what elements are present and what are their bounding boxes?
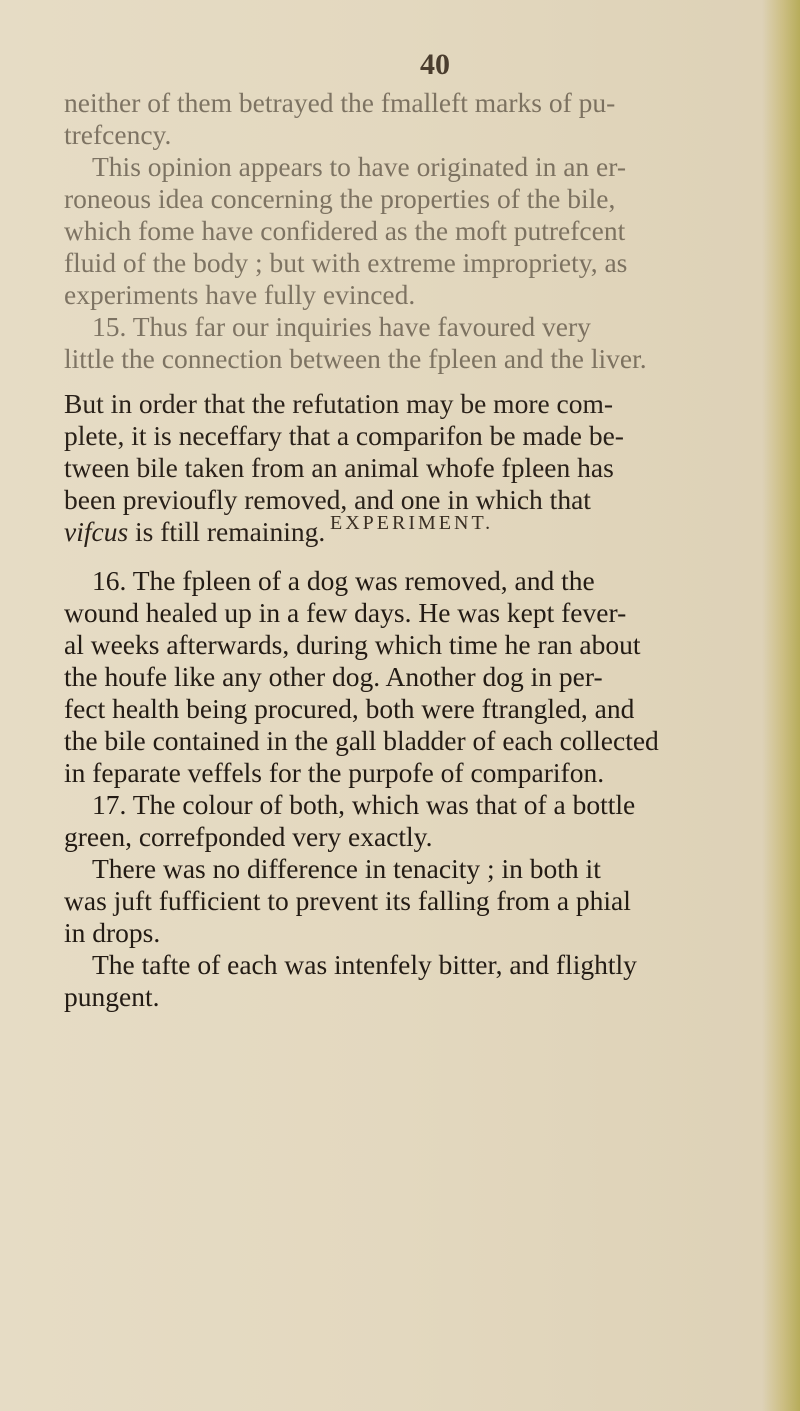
faded-paragraph — [64, 87, 740, 375]
text-line: tween bile taken from an animal whofe fpleen has — [64, 452, 614, 483]
text-line: fluid of the body ; but with extreme impropriety, as — [64, 247, 628, 278]
text-line: in drops. — [64, 917, 161, 948]
text-line: pungent. — [64, 981, 160, 1012]
text-line: 17. The colour of both, which was that of a bottle — [92, 789, 636, 820]
italic-word: vifcus — [64, 516, 129, 547]
text-line: neither of them betrayed the fmalleft marks of pu- — [64, 87, 616, 118]
text-line: trefcency. — [64, 119, 172, 150]
text-line: There was no difference in tenacity ; in both it — [92, 853, 601, 884]
text-fragment: is ftill remaining. — [128, 516, 326, 547]
text-line: wound healed up in a few days. He was kept fever- — [64, 597, 627, 628]
text-line: the bile contained in the gall bladder of each collected — [64, 725, 659, 756]
page-edge-shadow — [762, 0, 800, 1411]
text-line: experiments have fully evinced. — [64, 279, 416, 310]
text-line: This opinion appears to have originated in an er- — [92, 151, 627, 182]
text-line: plete, it is neceffary that a comparifon be made be- — [64, 420, 624, 451]
text-line: al weeks afterwards, during which time he ran about — [64, 629, 641, 660]
text-line: 16. The fpleen of a dog was removed, and the — [92, 565, 595, 596]
text-line: But in order that the refutation may be more com- — [64, 388, 614, 419]
text-line: fect health being procured, both were ftrangled, and — [64, 693, 635, 724]
text-line: The tafte of each was intenfely bitter, and flightly — [92, 949, 637, 980]
text-line: roneous idea concerning the properties of the bile, — [64, 183, 616, 214]
text-line: little the connection between the fpleen and the liver. — [64, 343, 647, 374]
experiment-paragraph — [64, 565, 740, 1013]
text-line: 15. Thus far our inquiries have favoured very — [92, 311, 591, 342]
section-heading: EXPERIMENT. — [330, 512, 494, 534]
text-line: which fome have confidered as the moft putrefcent — [64, 215, 626, 246]
text-line: green, correfponded very exactly. — [64, 821, 433, 852]
text-line: been previoufly removed, and one in which that — [64, 484, 591, 515]
page-number: 40 — [420, 48, 450, 81]
text-line: in feparate veffels for the purpofe of comparifon. — [64, 757, 605, 788]
text-line: was juft fufficient to prevent its falling from a phial — [64, 885, 631, 916]
text-line: the houfe like any other dog. Another dog in per- — [64, 661, 603, 692]
